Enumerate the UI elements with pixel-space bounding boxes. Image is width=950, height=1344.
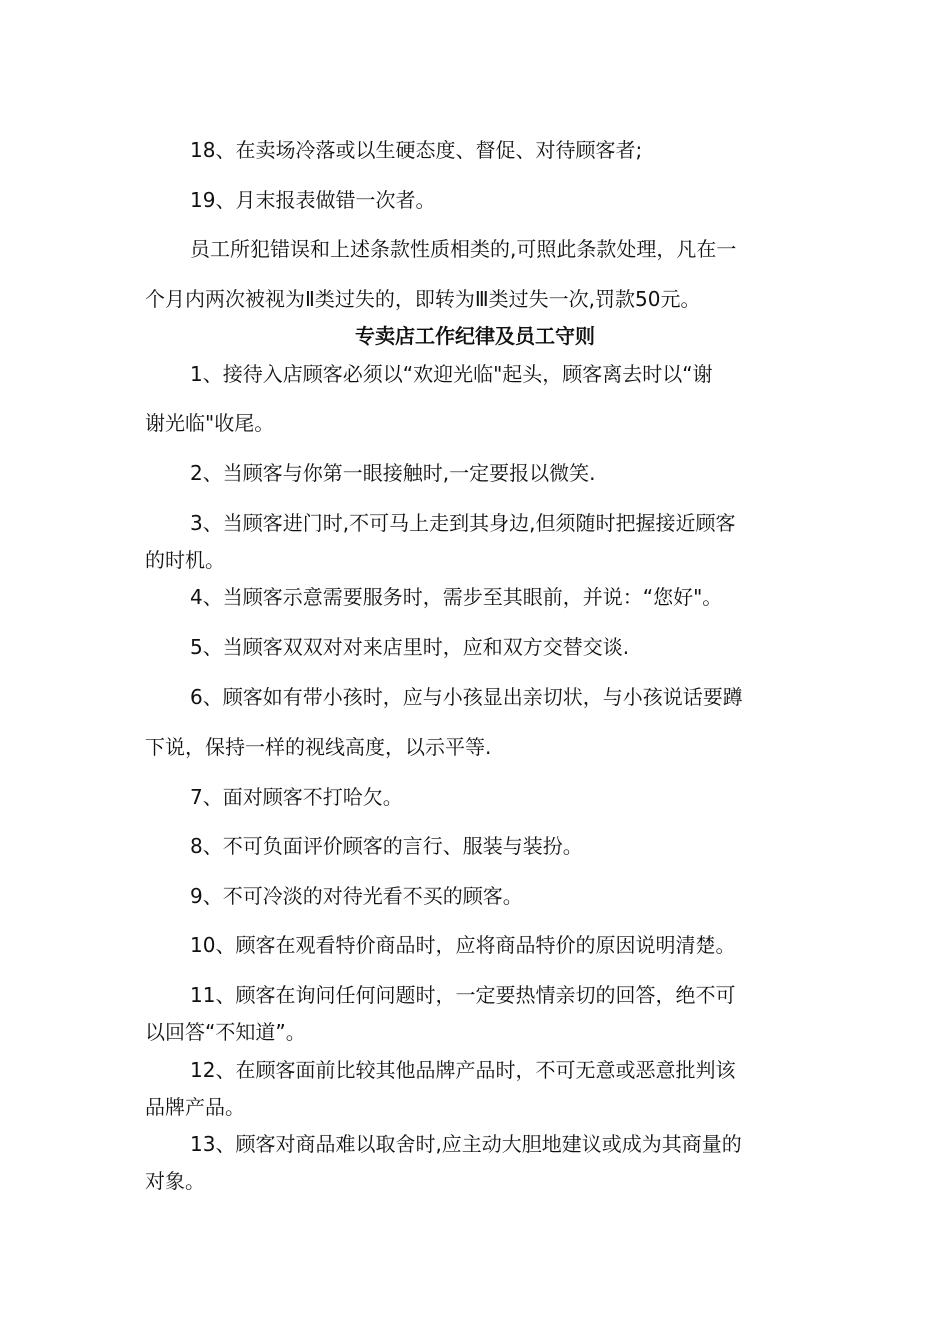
summary-line-1: 员工所犯错误和上述条款性质相类的,可照此条款处理，凡在一	[190, 237, 737, 261]
rule-4: 4、当顾客示意需要服务时，需步至其眼前，并说：“您好"。	[190, 585, 723, 609]
rule-11-line-2: 以回答“不知道”。	[145, 1020, 306, 1044]
rule-7: 7、面对顾客不打哈欠。	[190, 785, 403, 809]
summary-line-2: 个月内两次被视为Ⅱ类过失的，即转为Ⅲ类过失一次,罚款50元。	[145, 287, 701, 311]
rule-3-line-1: 3、当顾客进门时,不可马上走到其身边,但须随时把握接近顾客	[190, 511, 736, 535]
rule-3-line-2: 的时机。	[145, 548, 225, 572]
rule-10: 10、顾客在观看特价商品时，应将商品特价的原因说明清楚。	[190, 933, 736, 957]
rule-9: 9、不可冷淡的对待光看不买的顾客。	[190, 884, 523, 908]
rule-5: 5、当顾客双双对对来店里时，应和双方交替交谈.	[190, 635, 630, 659]
rule-2: 2、当顾客与你第一眼接触时,一定要报以微笑.	[190, 461, 596, 485]
paragraph-item-19: 19、月末报表做错一次者。	[190, 188, 436, 212]
rule-12-line-1: 12、在顾客面前比较其他品牌产品时，不可无意或恶意批判该	[190, 1058, 736, 1082]
rule-13-line-1: 13、顾客对商品难以取舍时,应主动大胆地建议或成为其商量的	[190, 1132, 742, 1156]
section-title: 专卖店工作纪律及员工守则	[355, 324, 595, 348]
rule-12-line-2: 品牌产品。	[145, 1095, 245, 1119]
rule-1-line-2: 谢光临"收尾。	[145, 411, 275, 435]
rule-11-line-1: 11、顾客在询问任何问题时，一定要热情亲切的回答，绝不可	[190, 983, 736, 1007]
rule-1-line-1: 1、接待入店顾客必须以“欢迎光临"起头，顾客离去时以“谢	[190, 362, 713, 386]
rule-6-line-1: 6、顾客如有带小孩时，应与小孩显出亲切状，与小孩说话要蹲	[190, 685, 743, 709]
rule-13-line-2: 对象。	[145, 1169, 205, 1193]
paragraph-item-18: 18、在卖场冷落或以生硬态度、督促、对待顾客者;	[190, 138, 643, 162]
rule-6-line-2: 下说，保持一样的视线高度，以示平等.	[145, 735, 492, 759]
rule-8: 8、不可负面评价顾客的言行、服装与装扮。	[190, 834, 583, 858]
